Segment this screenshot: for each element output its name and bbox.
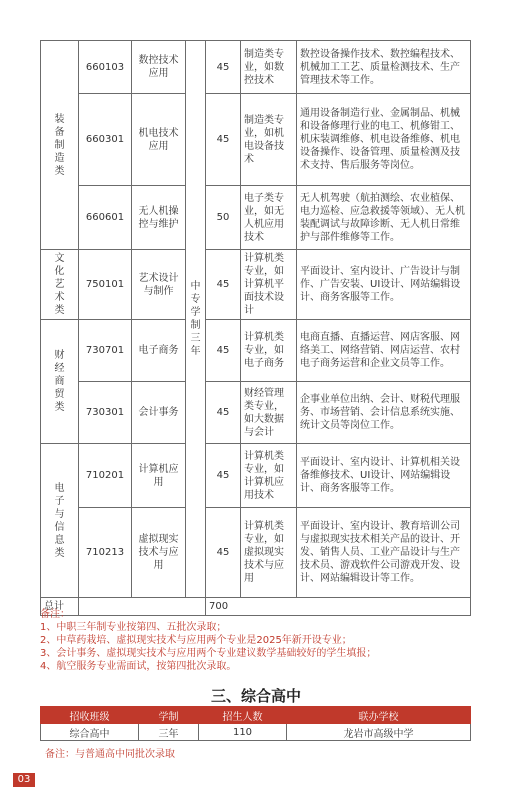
restriction-cell: 计算机类专业，如计算机平面技术设计 [241, 250, 297, 320]
restriction-cell: 制造类专业，如数控技术 [241, 41, 297, 94]
major-name: 艺术设计与制作 [132, 250, 186, 320]
partner-school-cell: 龙岩市高级中学 [287, 724, 471, 741]
enrollment-count: 45 [206, 41, 241, 94]
enrollment-count: 45 [206, 94, 241, 186]
enrollment-count: 45 [206, 320, 241, 382]
total-value: 700 [206, 598, 471, 616]
restriction-cell: 电子类专业，如无人机应用技术 [241, 186, 297, 250]
schooling-cell: 中专学制三年 [186, 41, 206, 598]
header-enrollment: 招生人数 [199, 707, 287, 724]
restriction-cell: 计算机类专业，如计算机应用技术 [241, 444, 297, 508]
restriction-cell: 计算机类专业，如虚拟现实技术与应用 [241, 508, 297, 598]
notes-title: 备注： [40, 609, 70, 620]
enrollment-cell: 110 [199, 724, 287, 741]
major-code: 710201 [79, 444, 132, 508]
careers-cell: 无人机驾驶（航拍测绘、农业植保、电力巡检、应急救援等领域）、无人机装配调试与故障诊断、无人机日常维护与部件维修等工作。 [297, 186, 471, 250]
note-item: 2、中草药栽培、虚拟现实技术与应用两个专业是2025年新开设专业； [40, 635, 352, 646]
careers-cell: 电商直播、直播运营、网店客服、网络美工、网络营销、网店运营、农村电子商务运营和企业文员等工作。 [297, 320, 471, 382]
careers-cell: 数控设备操作技术、数控编程技术、机械加工工艺、质量检测技术、生产管理技术等工作。 [297, 41, 471, 94]
section-note: 备注：与普通高中同批次录取 [45, 749, 175, 760]
duration-cell: 三年 [139, 724, 199, 741]
major-code: 730701 [79, 320, 132, 382]
major-name: 会计事务 [132, 382, 186, 444]
major-name: 计算机应用 [132, 444, 186, 508]
major-code: 710213 [79, 508, 132, 598]
major-code: 660301 [79, 94, 132, 186]
major-name: 电子商务 [132, 320, 186, 382]
class-cell: 综合高中 [41, 724, 139, 741]
major-name: 数控技术应用 [132, 41, 186, 94]
comprehensive-high-school-table [40, 706, 471, 741]
header-duration: 学制 [139, 707, 199, 724]
note-item: 1、中职三年制专业按第四、五批次录取； [40, 622, 227, 633]
careers-cell: 平面设计、室内设计、教育培训公司与虚拟现实技术相关产品的设计、开发、销售人员、工业产品设计与生产技术员、游戏软件公司游戏开发、设计、网站编辑设计等工作。 [297, 508, 471, 598]
enrollment-count: 50 [206, 186, 241, 250]
section-title: 三、综合高中 [210, 687, 301, 705]
notes-block [40, 608, 376, 673]
major-code: 730301 [79, 382, 132, 444]
restriction-cell: 计算机类专业，如电子商务 [241, 320, 297, 382]
category-cell: 电子与信息类 [41, 444, 79, 598]
header-partner-school: 联办学校 [287, 707, 471, 724]
page-number: 03 [13, 773, 35, 787]
major-name: 机电技术应用 [132, 94, 186, 186]
careers-cell: 企事业单位出纳、会计、财税代理服务、市场营销、会计信息系统实施、统计文员等岗位工作。 [297, 382, 471, 444]
restriction-cell: 财经管理类专业，如大数据与会计 [241, 382, 297, 444]
major-code: 750101 [79, 250, 132, 320]
program-table [40, 40, 471, 616]
category-cell: 财经商贸类 [41, 320, 79, 444]
note-item: 4、航空服务专业需面试，按第四批次录取。 [40, 661, 237, 672]
careers-cell: 平面设计、室内设计、广告设计与制作、广告安装、UI设计、网站编辑设计、商务客服等工作。 [297, 250, 471, 320]
enrollment-count: 45 [206, 250, 241, 320]
category-cell: 文化艺术类 [41, 250, 79, 320]
careers-cell: 平面设计、室内设计、计算机相关设备维修技术、UI设计、网站编辑设计、商务客服等工作。 [297, 444, 471, 508]
careers-cell: 通用设备制造行业、金属制品、机械和设备修理行业的电工、机修钳工、机床装调维修、机电设备维修、机电设备操作、设备管理、质量检测及技术支持、售后服务等岗位。 [297, 94, 471, 186]
category-cell: 装备制造类 [41, 41, 79, 250]
major-name: 无人机操控与维护 [132, 186, 186, 250]
enrollment-count: 45 [206, 382, 241, 444]
total-label: 总计 [41, 598, 79, 616]
enrollment-count: 45 [206, 508, 241, 598]
major-name: 虚拟现实技术与应用 [132, 508, 186, 598]
major-code: 660601 [79, 186, 132, 250]
header-class: 招收班级 [41, 707, 139, 724]
note-item: 3、会计事务、虚拟现实技术与应用两个专业建议数学基础较好的学生填报； [40, 648, 377, 659]
enrollment-count: 45 [206, 444, 241, 508]
major-code: 660103 [79, 41, 132, 94]
restriction-cell: 制造类专业，如机电设备技术 [241, 94, 297, 186]
